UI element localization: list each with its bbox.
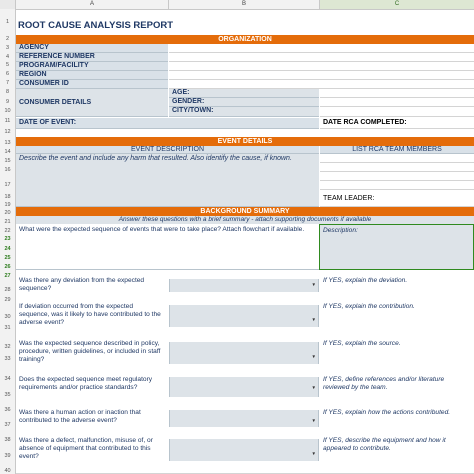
policy-source-answer-dropdown[interactable] [169, 342, 319, 364]
human-action-explanation[interactable]: If YES, explain how the actions contributed. [320, 407, 474, 431]
background-instructions: Answer these questions with a brief summary - attach supporting documents if available [16, 216, 474, 224]
row-number[interactable]: 24 [4, 246, 11, 252]
contribution-explanation[interactable]: If YES, explain the contribution. [320, 301, 474, 333]
row-number[interactable]: 4 [5, 54, 10, 60]
program-facility-field[interactable] [169, 62, 474, 71]
event-description-prompt: Describe the event and include any harm that resulted. Also identify the cause, if known. [19, 155, 292, 162]
row-number[interactable]: 20 [4, 210, 11, 216]
row-number[interactable]: 33 [4, 356, 11, 362]
row-number[interactable]: 16 [4, 167, 11, 173]
rca-team-member-field[interactable] [320, 172, 474, 181]
row-number[interactable]: 34 [4, 376, 11, 382]
dropdown-arrow-icon[interactable]: ▼ [311, 317, 316, 322]
date-of-event-label[interactable]: DATE OF EVENT: [16, 118, 319, 129]
regulatory-answer-dropdown[interactable] [169, 377, 319, 397]
rca-team-header[interactable]: LIST RCA TEAM MEMBERS [320, 146, 474, 154]
row-number[interactable]: 3 [5, 45, 10, 51]
row-number[interactable]: 8 [5, 89, 10, 95]
spreadsheet-grid [16, 9, 474, 474]
row-number[interactable]: 18 [4, 194, 11, 200]
empty-row[interactable] [16, 467, 474, 474]
row-number[interactable]: 5 [5, 62, 10, 68]
agency-label[interactable]: AGENCY [16, 44, 168, 53]
row-number[interactable]: 2 [5, 36, 10, 42]
question-policy-source: Was the expected sequence described in policy, procedure, written guidelines, or included in staff training? [16, 338, 168, 370]
row-number[interactable]: 11 [4, 118, 11, 124]
team-leader-label[interactable]: TEAM LEADER: [320, 190, 474, 207]
row-number[interactable]: 27 [4, 273, 11, 279]
row-number[interactable]: 12 [4, 129, 11, 135]
page-title[interactable]: ROOT CAUSE ANALYSIS REPORT [18, 20, 174, 31]
program-facility-label[interactable]: PROGRAM/FACILITY [16, 62, 168, 71]
event-description-header[interactable]: EVENT DESCRIPTION [16, 146, 319, 154]
row-number[interactable]: 19 [4, 202, 11, 208]
row-number[interactable]: 10 [4, 108, 11, 114]
consumer-id-label[interactable]: CONSUMER ID [16, 80, 168, 89]
row-number[interactable]: 9 [5, 99, 10, 105]
policy-source-explanation[interactable]: If YES, explain the source. [320, 338, 474, 370]
deviation-explanation[interactable]: If YES, explain the deviation. [320, 275, 474, 299]
event-description-field[interactable] [16, 154, 319, 207]
column-header-c[interactable]: C [320, 0, 474, 9]
region-field[interactable] [169, 71, 474, 80]
age-label[interactable]: AGE: [169, 89, 319, 98]
gender-label[interactable]: GENDER: [169, 98, 319, 107]
rca-team-member-field[interactable] [320, 163, 474, 172]
row-number[interactable]: 30 [4, 314, 11, 320]
age-field[interactable] [320, 89, 474, 98]
column-header-a[interactable]: A [16, 0, 169, 9]
region-label[interactable]: REGION [16, 71, 168, 80]
expected-sequence-description[interactable]: Description: [319, 224, 474, 270]
row-number[interactable]: 40 [4, 468, 11, 474]
dropdown-arrow-icon[interactable]: ▼ [311, 282, 316, 287]
row-number[interactable]: 14 [4, 149, 11, 155]
agency-field[interactable] [169, 44, 474, 53]
row-number[interactable]: 37 [4, 422, 11, 428]
human-action-answer-dropdown[interactable] [169, 410, 319, 427]
contribution-answer-dropdown[interactable] [169, 305, 319, 327]
row-number[interactable]: 17 [4, 182, 11, 188]
row-number[interactable]: 36 [4, 407, 11, 413]
dropdown-arrow-icon[interactable]: ▼ [311, 418, 316, 423]
gender-field[interactable] [320, 98, 474, 107]
consumer-details-cell[interactable] [16, 89, 168, 117]
question-regulatory: Does the expected sequence meet regulatory requirements and/or practice standards? [16, 374, 168, 400]
city-town-label[interactable]: CITY/TOWN: [169, 107, 319, 117]
event-details-header[interactable]: EVENT DETAILS [16, 137, 474, 146]
question-equipment: Was there a defect, malfunction, misuse of, or absence of equipment that contributed to this event? [16, 435, 168, 467]
expected-sequence-question[interactable]: What were the expected sequence of events that were to take place? Attach flowchart if available. [16, 224, 319, 270]
dropdown-arrow-icon[interactable]: ▼ [311, 354, 316, 359]
regulatory-explanation[interactable]: If YES, define references and/or literature reviewed by the team. [320, 374, 474, 400]
reference-number-label[interactable]: REFERENCE NUMBER [16, 53, 168, 62]
row-number[interactable]: 7 [5, 80, 10, 86]
row-number[interactable]: 22 [4, 228, 11, 234]
row-number[interactable]: 31 [4, 325, 11, 331]
dropdown-arrow-icon[interactable]: ▼ [311, 451, 316, 456]
consumer-id-field[interactable] [169, 80, 474, 89]
row-number[interactable]: 6 [5, 71, 10, 77]
question-human-action: Was there a human action or inaction that contributed to the adverse event? [16, 407, 168, 431]
row-number[interactable]: 32 [4, 344, 11, 350]
row-number[interactable]: 39 [4, 453, 11, 459]
question-contribution: If deviation occurred from the expected sequence, was it likely to have contributed to the adverse event? [16, 301, 168, 333]
dropdown-arrow-icon[interactable]: ▼ [311, 385, 316, 390]
row-number[interactable]: 15 [4, 158, 11, 164]
row-number[interactable]: 38 [4, 437, 11, 443]
row-number[interactable]: 25 [4, 255, 11, 261]
equipment-explanation[interactable]: If YES, describe the equipment and how it appeared to contribute. [320, 435, 474, 467]
equipment-answer-dropdown[interactable] [169, 439, 319, 461]
row-number[interactable]: 35 [4, 392, 11, 398]
row-number[interactable]: 26 [4, 264, 11, 270]
row-header-bar [0, 9, 16, 474]
row-number[interactable]: 21 [4, 219, 11, 225]
consumer-details-label: CONSUMER DETAILS [19, 99, 92, 106]
row-number[interactable]: 1 [5, 19, 10, 25]
city-town-field[interactable] [320, 107, 474, 117]
date-rca-completed-label[interactable]: DATE RCA COMPLETED: [320, 118, 474, 129]
row-number[interactable]: 13 [4, 140, 11, 146]
reference-number-field[interactable] [169, 53, 474, 62]
background-summary-header[interactable]: BACKGROUND SUMMARY [16, 207, 474, 216]
deviation-answer-dropdown[interactable] [169, 279, 319, 292]
column-header-b[interactable]: B [169, 0, 320, 9]
row-number[interactable]: 29 [4, 297, 11, 303]
rca-team-member-field[interactable] [320, 154, 474, 163]
organization-header[interactable]: ORGANIZATION [16, 35, 474, 44]
row-number[interactable]: 23 [4, 236, 11, 242]
question-deviation: Was there any deviation from the expected sequence? [16, 275, 168, 299]
row-number[interactable]: 28 [4, 287, 11, 293]
rca-team-member-field[interactable] [320, 181, 474, 190]
select-all-corner[interactable] [0, 0, 16, 9]
